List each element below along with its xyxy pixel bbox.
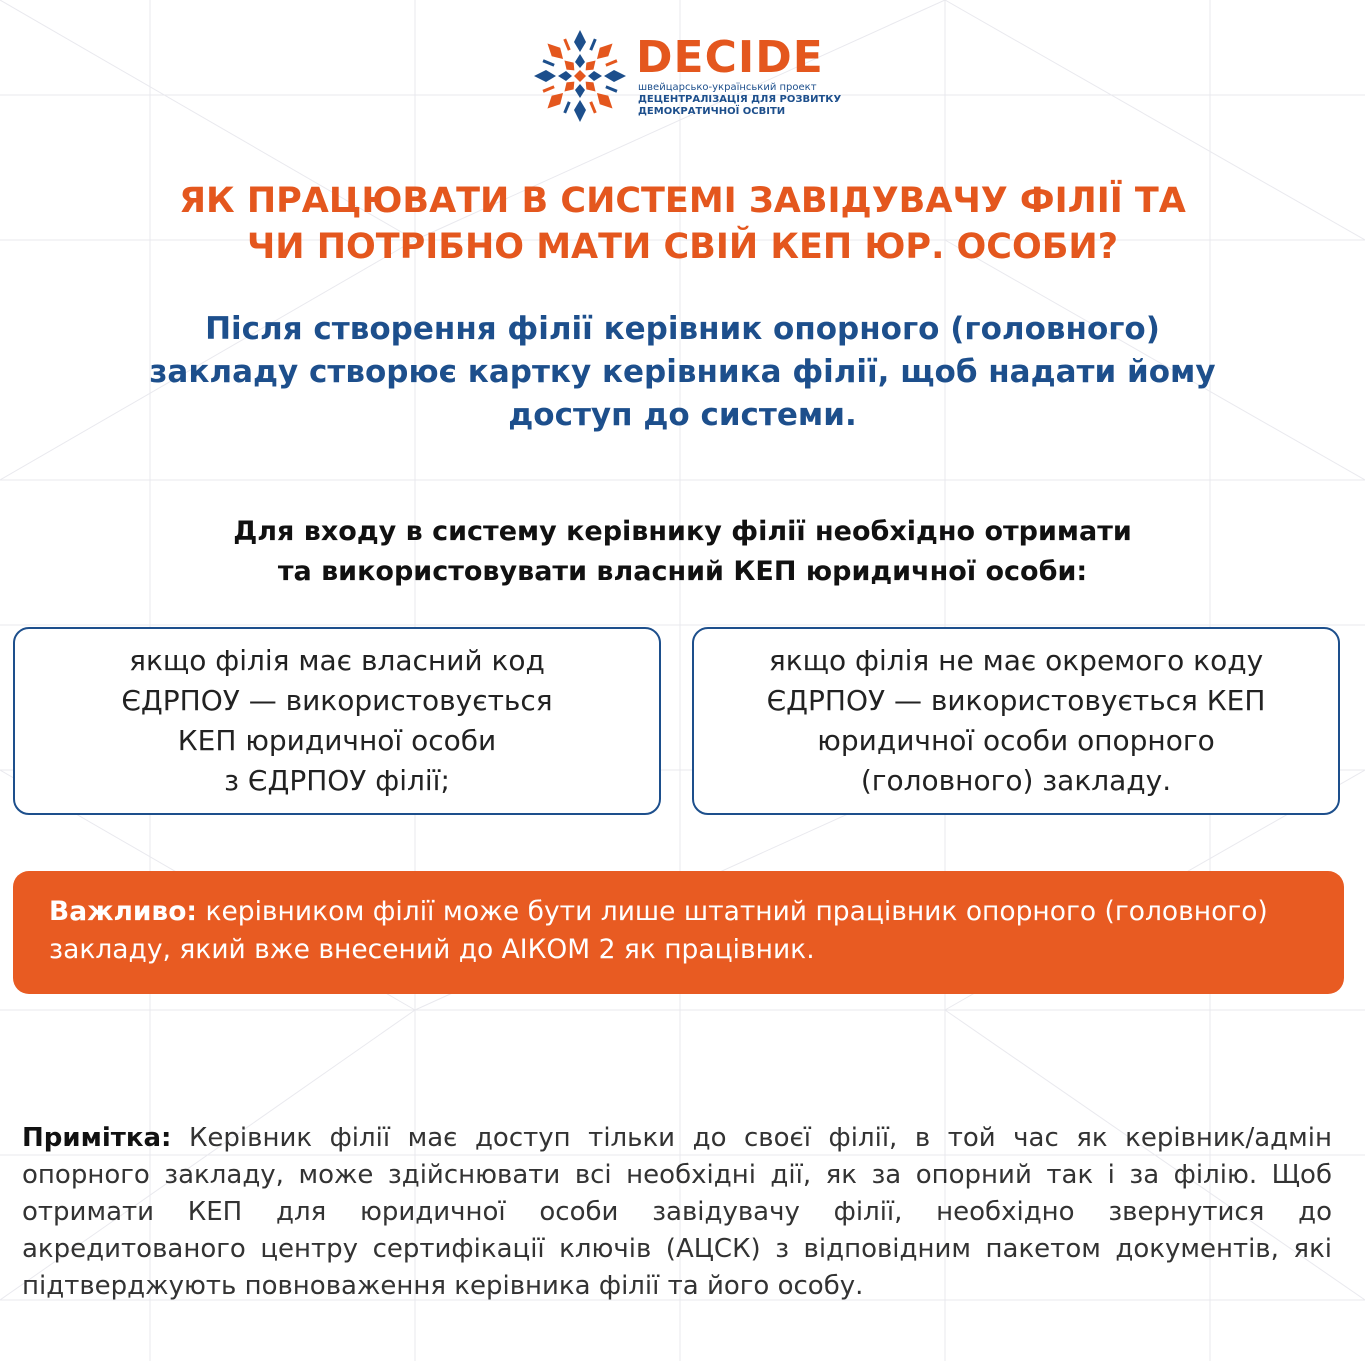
card-no-edrpou [692, 627, 1340, 815]
logo-title: DECIDE [636, 32, 824, 83]
note-text: Керівник філії має доступ тільки до своєї філії, в той час як керівник/адмін опорного закладу, може здійснювати всі необхідні дії, як за опорний так і за філію. Щоб отримати КЕП для юридичної особи завідувачу філії, необхідно звернутися до акредитованого центру сертифікації ключів (АЦСК) з відповідним пакетом документів, які підтверджують повноваження керівника філії та його особу. [22, 1123, 1332, 1301]
important-banner [13, 871, 1344, 994]
decide-logo [532, 28, 842, 128]
card-text: якщо філія не має окремого коду ЄДРПОУ — використовується КЕП юридичної особи опорного (головного) закладу. [766, 644, 1266, 797]
card-text: якщо філія має власний код ЄДРПОУ — використовується КЕП юридичної особи з ЄДРПОУ філії; [121, 644, 553, 797]
subheading-line: Після створення філії керівник опорного (головного) [205, 311, 1160, 347]
subheading [70, 308, 1295, 437]
subheading-line: доступ до системи. [508, 397, 857, 433]
subheading-line: закладу створює картку керівника філії, щоб надати йому [149, 354, 1216, 390]
logo-subtitle-line: швейцарсько-український проект [638, 82, 817, 93]
note-paragraph [22, 1120, 1332, 1305]
logo-subtitle-line: ДЕЦЕНТРАЛІЗАЦІЯ ДЛЯ РОЗВИТКУ [638, 94, 842, 105]
note-label: Примітка: [22, 1123, 172, 1153]
page-title-line: ЧИ ПОТРІБНО МАТИ СВІЙ КЕП ЮР. ОСОБИ? [246, 227, 1119, 267]
page-title [60, 178, 1305, 270]
intro-line: Для входу в систему керівнику філії необхідно отримати [233, 516, 1132, 547]
intro-text [120, 512, 1245, 592]
card-own-edrpou [13, 627, 661, 815]
logo-subtitle [638, 82, 841, 118]
page-title-line: ЯК ПРАЦЮВАТИ В СИСТЕМІ ЗАВІДУВАЧУ ФІЛІЇ ТА [179, 181, 1186, 221]
important-text: керівником філії може бути лише штатний працівник опорного (головного) закладу, який вже внесений до АІКОМ 2 як працівник. [49, 896, 1268, 965]
snowflake-ornament-icon [532, 28, 628, 124]
intro-line: та використовувати власний КЕП юридичної особи: [277, 556, 1088, 587]
important-label: Важливо: [49, 896, 198, 927]
logo-subtitle-line: ДЕМОКРАТИЧНОЇ ОСВІТИ [638, 106, 786, 117]
